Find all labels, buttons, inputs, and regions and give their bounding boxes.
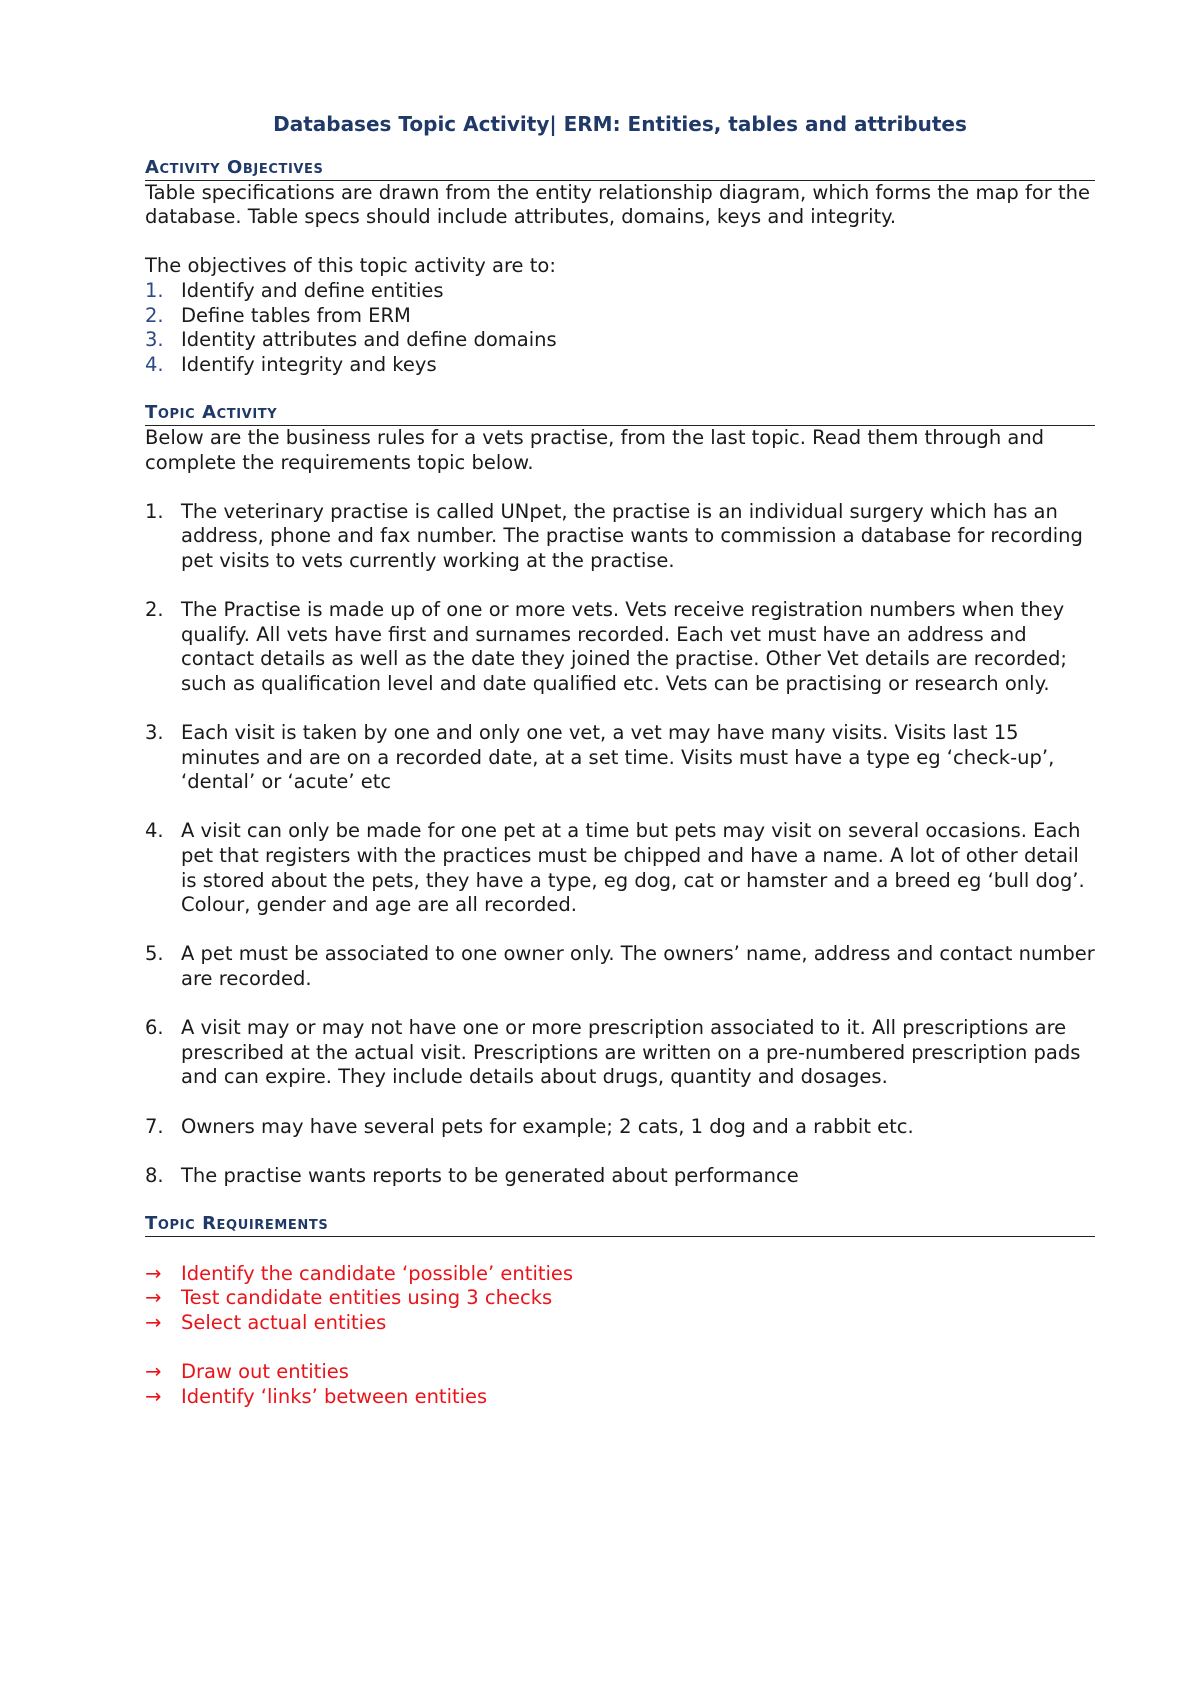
requirement-item: → Test candidate entities using 3 checks <box>145 1286 553 1310</box>
requirement-item: → Identify the candidate ‘possible’ entities <box>145 1261 574 1285</box>
objective-item: 2. Define tables from ERM <box>145 303 411 327</box>
objectives-heading: Activity Objectives <box>145 157 1095 181</box>
business-rule-item: 1. The veterinary practise is called UNpet, the practise is an individual surgery which has an address, phone and fax number. The practise wants to commission a database for recording pet visits to vets currently working at the practise. <box>145 499 1083 572</box>
requirements-list-2 <box>145 1360 1095 1409</box>
business-rule-item: 2. The Practise is made up of one or more vets. Vets receive registration numbers when they qualify. All vets have first and surnames recorded. Each vet must have an address and contact details as well as the date they joined the practise. Other Vet details are recorded; such as qualification level and date qualified etc. Vets can be practising or research only. <box>145 598 1067 695</box>
requirement-item: → Draw out entities <box>145 1359 349 1383</box>
business-rule-item: 5. A pet must be associated to one owner only. The owners’ name, address and contact number are recorded. <box>145 942 1095 990</box>
objectives-list <box>145 279 1095 377</box>
objectives-intro: Table specifications are drawn from the entity relationship diagram, which forms the map for the database. Table specs should include attributes, domains, keys and integrity. <box>145 180 1090 229</box>
business-rule-item: 4. A visit can only be made for one pet at a time but pets may visit on several occasions. Each pet that registers with the practices must be chipped and have a name. A lot of other detail is stored about the pets, they have a type, eg dog, cat or hamster and a breed eg ‘bull dog’. Colour, gender and age are all recorded. <box>145 819 1085 917</box>
activity-intro: Below are the business rules for a vets practise, from the last topic. Read them through and complete the requirements topic below. <box>145 425 1045 474</box>
requirements-heading: Topic Requirements <box>145 1213 1095 1237</box>
document-page <box>145 112 1095 1409</box>
objectives-lead: The objectives of this topic activity are to: <box>145 254 556 278</box>
requirement-item: → Select actual entities <box>145 1310 387 1334</box>
arrow-right-icon: → <box>145 1384 162 1408</box>
business-rules-list <box>145 500 1095 1189</box>
business-rule-item: 8. The practise wants reports to be generated about performance <box>145 1163 799 1187</box>
document-title: Databases Topic Activity| ERM: Entities, tables and attributes <box>273 112 967 136</box>
business-rule-item: 6. A visit may or may not have one or more prescription associated to it. All prescriptions are prescribed at the actual visit. Prescriptions are written on a pre-numbered prescription pads and can expire. They include details about drugs, quantity and dosages. <box>145 1016 1081 1089</box>
activity-section <box>145 402 1095 1188</box>
arrow-right-icon: → <box>145 1310 162 1334</box>
arrow-right-icon: → <box>145 1286 162 1310</box>
objective-item: 1. Identify and define entities <box>145 278 444 302</box>
objective-item: 3. Identity attributes and define domains <box>145 328 557 352</box>
business-rule-item: 3. Each visit is taken by one and only one vet, a vet may have many visits. Visits last 15 minutes and are on a recorded date, at a set time. Visits must have a type eg ‘check-up’, ‘dental’ or ‘acute’ etc <box>145 721 1055 794</box>
arrow-right-icon: → <box>145 1359 162 1383</box>
requirements-section <box>145 1213 1095 1409</box>
requirement-item: → Identify ‘links’ between entities <box>145 1384 488 1408</box>
business-rule-item: 7. Owners may have several pets for example; 2 cats, 1 dog and a rabbit etc. <box>145 1114 914 1138</box>
objective-item: 4. Identify integrity and keys <box>145 352 437 376</box>
activity-heading: Topic Activity <box>145 402 1095 426</box>
requirements-list-1 <box>145 1262 1095 1336</box>
arrow-right-icon: → <box>145 1261 162 1285</box>
objectives-section <box>145 157 1095 378</box>
